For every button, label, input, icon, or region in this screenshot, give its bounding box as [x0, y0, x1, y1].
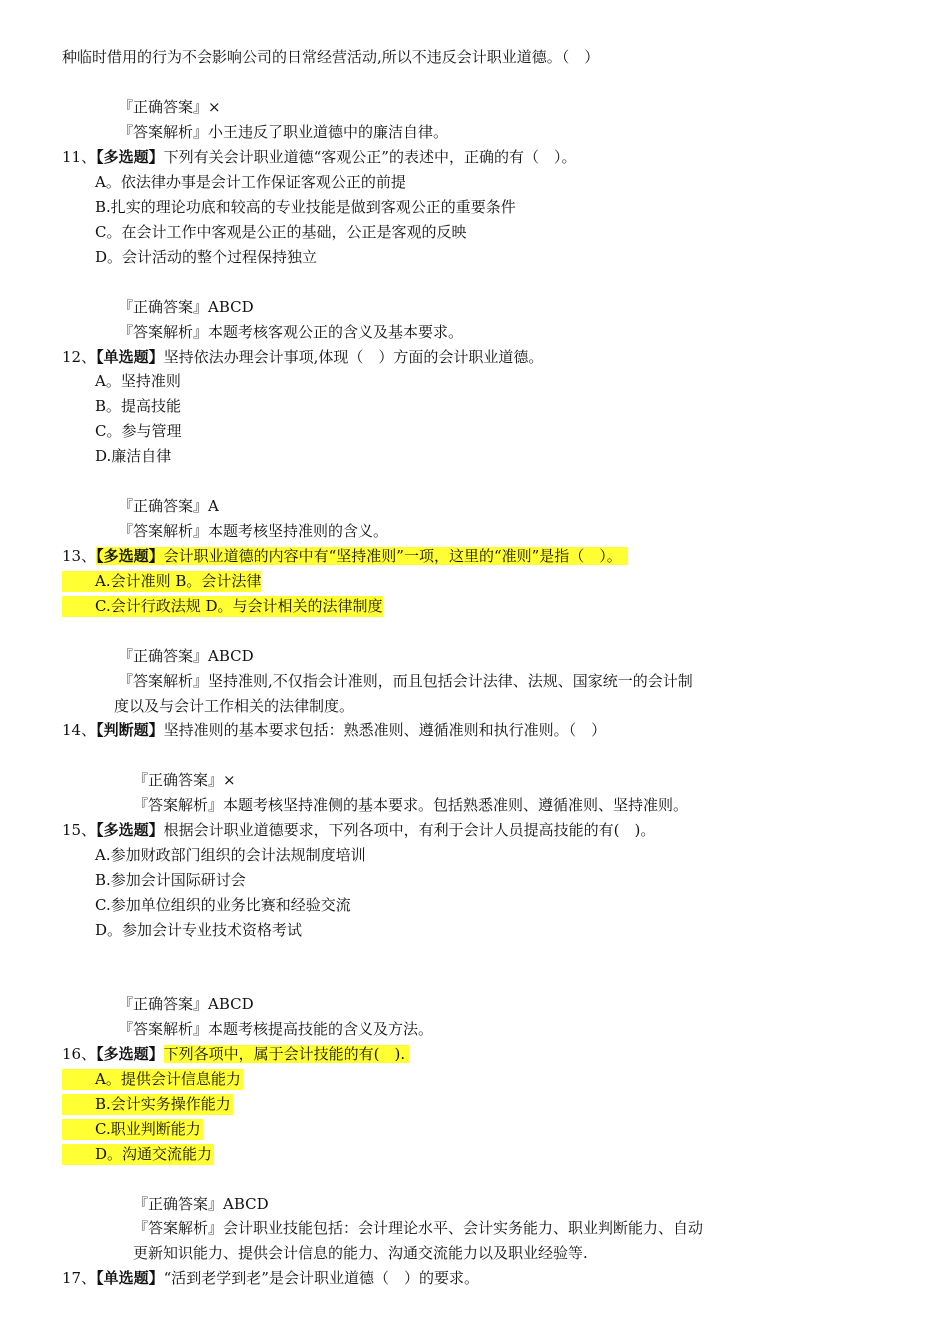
answer-line: 『正确答案』× — [133, 771, 236, 789]
question-type: 【多选题】 — [96, 148, 164, 166]
option-b: B。提高技能 — [95, 397, 182, 415]
question-type: 【判断题】 — [96, 721, 164, 739]
question-text: 下列各项中，属于会计技能的有( ). — [164, 1045, 409, 1063]
question-text: 下列有关会计职业道德“客观公正”的表述中，正确的有（ ）。 — [163, 148, 577, 166]
answer-line: 『正确答案』ABCD — [133, 1195, 269, 1213]
question-number: 11、 — [62, 148, 97, 166]
question-text: 会计职业道德的内容中有“坚持准则”一项，这里的“准则”是指（ ）。 — [163, 547, 622, 565]
explanation-line: 『答案解析』本题考核坚持准则的含义。 — [118, 522, 389, 540]
option-c: C。在会计工作中客观是公正的基础，公正是客观的反映 — [95, 223, 467, 241]
question-number: 14、 — [62, 721, 97, 739]
question-type: 【多选题】 — [96, 821, 164, 839]
option-b: B.参加会计国际研讨会 — [95, 871, 246, 889]
option-d: D.廉洁自律 — [95, 447, 172, 465]
question-number: 12、 — [62, 348, 97, 366]
option-ab: A.会计准则 B。会计法律 — [62, 571, 261, 592]
option-c: C.职业判断能力 — [62, 1119, 203, 1140]
question-13 — [62, 546, 628, 567]
question-text: 坚持准则的基本要求包括：熟悉准则、遵循准则和执行准则。（ ） — [163, 721, 607, 739]
question-tail-text: 种临时借用的行为不会影响公司的日常经营活动,所以不违反会计职业道德。（ ） — [62, 48, 600, 66]
explanation-line-cont: 更新知识能力、提供会计信息的能力、沟通交流能力以及职业经验等. — [133, 1244, 588, 1262]
question-text: “活到老学到老”是会计职业道德（ ）的要求。 — [163, 1269, 479, 1287]
question-17 — [62, 1268, 479, 1289]
question-15 — [62, 820, 655, 841]
explanation-line: 『答案解析』本题考核提高技能的含义及方法。 — [118, 1020, 434, 1038]
question-number: 13、 — [62, 547, 97, 565]
explanation-line: 『答案解析』本题考核客观公正的含义及基本要求。 — [118, 323, 464, 341]
option-b: B.扎实的理论功底和较高的专业技能是做到客观公正的重要条件 — [95, 198, 516, 216]
question-text: 根据会计职业道德要求，下列各项中，有利于会计人员提高技能的有( )。 — [163, 821, 656, 839]
question-number: 17、 — [62, 1269, 97, 1287]
question-11 — [62, 147, 576, 168]
option-d: D。会计活动的整个过程保持独立 — [95, 248, 318, 266]
option-b: B.会计实务操作能力 — [62, 1094, 233, 1115]
answer-line: 『正确答案』A — [118, 497, 219, 515]
question-number: 15、 — [62, 821, 97, 839]
option-d: D。参加会计专业技术资格考试 — [95, 921, 303, 939]
answer-line: 『正确答案』ABCD — [118, 647, 254, 665]
question-12 — [62, 347, 543, 368]
answer-line: 『正确答案』ABCD — [118, 995, 254, 1013]
question-14 — [62, 720, 606, 741]
answer-line: 『正确答案』× — [118, 98, 221, 116]
explanation-line-cont: 度以及与会计工作相关的法律制度。 — [114, 697, 355, 715]
question-type: 【单选题】 — [96, 348, 164, 366]
option-c: C。参与管理 — [95, 422, 182, 440]
option-c: C.参加单位组织的业务比赛和经验交流 — [95, 896, 351, 914]
explanation-line: 『答案解析』本题考核坚持准侧的基本要求。包括熟悉准则、遵循准则、坚持准则。 — [133, 796, 689, 814]
option-d: D。沟通交流能力 — [62, 1144, 214, 1165]
option-a: A。依法律办事是会计工作保证客观公正的前提 — [95, 173, 406, 191]
question-type: 【多选题】 — [96, 547, 164, 565]
explanation-line: 『答案解析』小王违反了职业道德中的廉洁自律。 — [118, 123, 449, 141]
option-a: A。提供会计信息能力 — [62, 1069, 243, 1090]
question-type: 【单选题】 — [96, 1269, 164, 1287]
answer-line: 『正确答案』ABCD — [118, 298, 254, 316]
explanation-line: 『答案解析』坚持准则,不仅指会计准则，而且包括会计法律、法规、国家统一的会计制 — [118, 672, 693, 690]
option-a: A。坚持准则 — [95, 372, 181, 390]
explanation-line: 『答案解析』会计职业技能包括：会计理论水平、会计实务能力、职业判断能力、自动 — [133, 1219, 704, 1237]
option-cd: C.会计行政法规 D。与会计相关的法律制度 — [62, 596, 383, 617]
question-type: 【多选题】 — [96, 1045, 164, 1063]
option-a: A.参加财政部门组织的会计法规制度培训 — [95, 846, 366, 864]
question-16 — [62, 1044, 409, 1065]
question-number: 16、 — [62, 1045, 97, 1063]
question-text: 坚持依法办理会计事项,体现（ ）方面的会计职业道德。 — [163, 348, 544, 366]
